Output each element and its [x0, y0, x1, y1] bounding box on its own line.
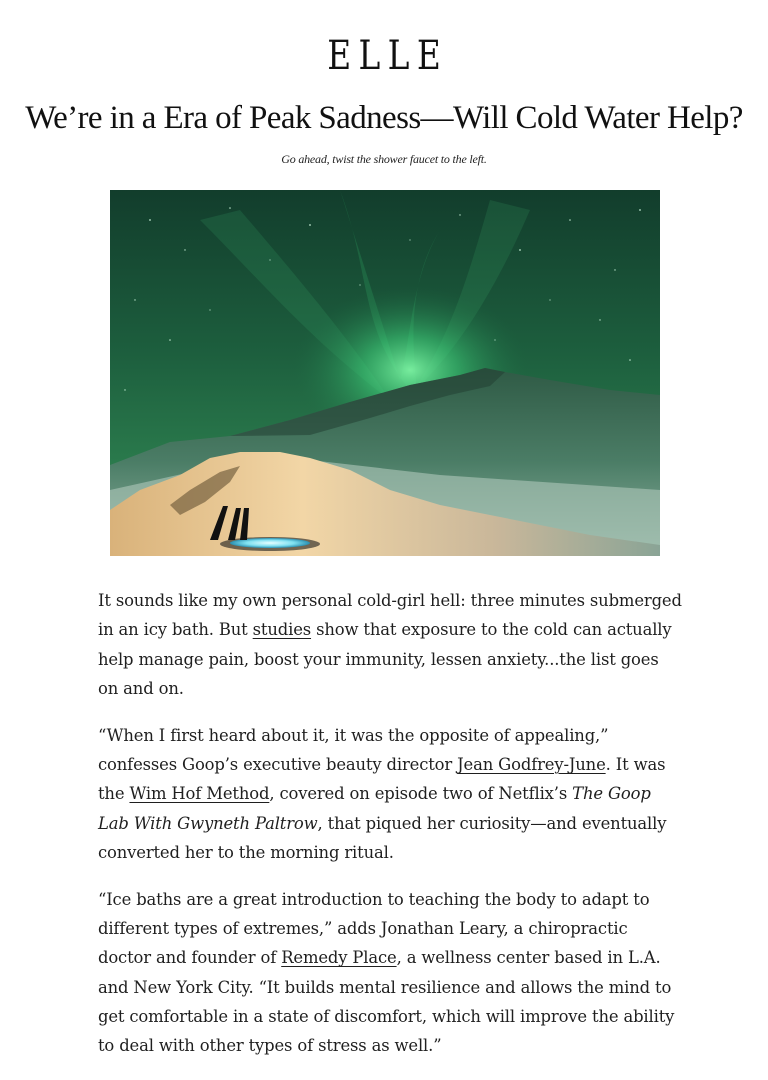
paragraph-3 [98, 885, 683, 1061]
article-dek: Go ahead, twist the shower faucet to the left. [281, 152, 487, 166]
show-title: The Goop Lab With Gwyneth Paltrow [98, 784, 651, 833]
paragraph-2 [98, 721, 683, 867]
text-span: “Ice baths are a great introduction to teaching the body to adapt to different types of extremes,” adds Jonathan Leary, a chiropractic doctor and founder of [98, 889, 650, 968]
article-body [98, 586, 683, 1078]
paragraph-1 [98, 586, 683, 703]
studies-link[interactable]: studies [252, 620, 312, 640]
text-span: , that piqued her curiosity—and eventually converted her to the morning ritual. [98, 813, 667, 862]
article-headline: We’re in a Era of Peak Sadness—Will Cold Water Help? [25, 100, 743, 136]
text-span: “When I first heard about it, it was the opposite of appealing,” confesses Goop’s executive beauty director [98, 725, 609, 774]
text-span: , a wellness center based in L.A. and New York City. “It builds mental resilience and allows the mind to get comfortable in a state of discomfort, which will improve the ability to deal with other types of stress as well.” [98, 948, 675, 1056]
text-span: , covered on episode two of Netflix’s [269, 784, 573, 804]
wim-hof-method-link[interactable]: Wim Hof Method [129, 784, 270, 804]
remedy-place-link[interactable]: Remedy Place [281, 948, 397, 968]
text-span: . It was the [98, 754, 666, 804]
text-span: show that exposure to the cold can actually help manage pain, boost your immunity, lessen anxiety...the list goes on and on. [98, 620, 672, 698]
elle-logo[interactable]: ELLE [327, 33, 449, 79]
hero-image [110, 190, 660, 556]
jean-godfrey-june-link[interactable]: Jean Godfrey-June [457, 754, 606, 774]
text-span: It sounds like my own personal cold-girl hell: three minutes submerged in an icy bath. But [98, 591, 682, 640]
